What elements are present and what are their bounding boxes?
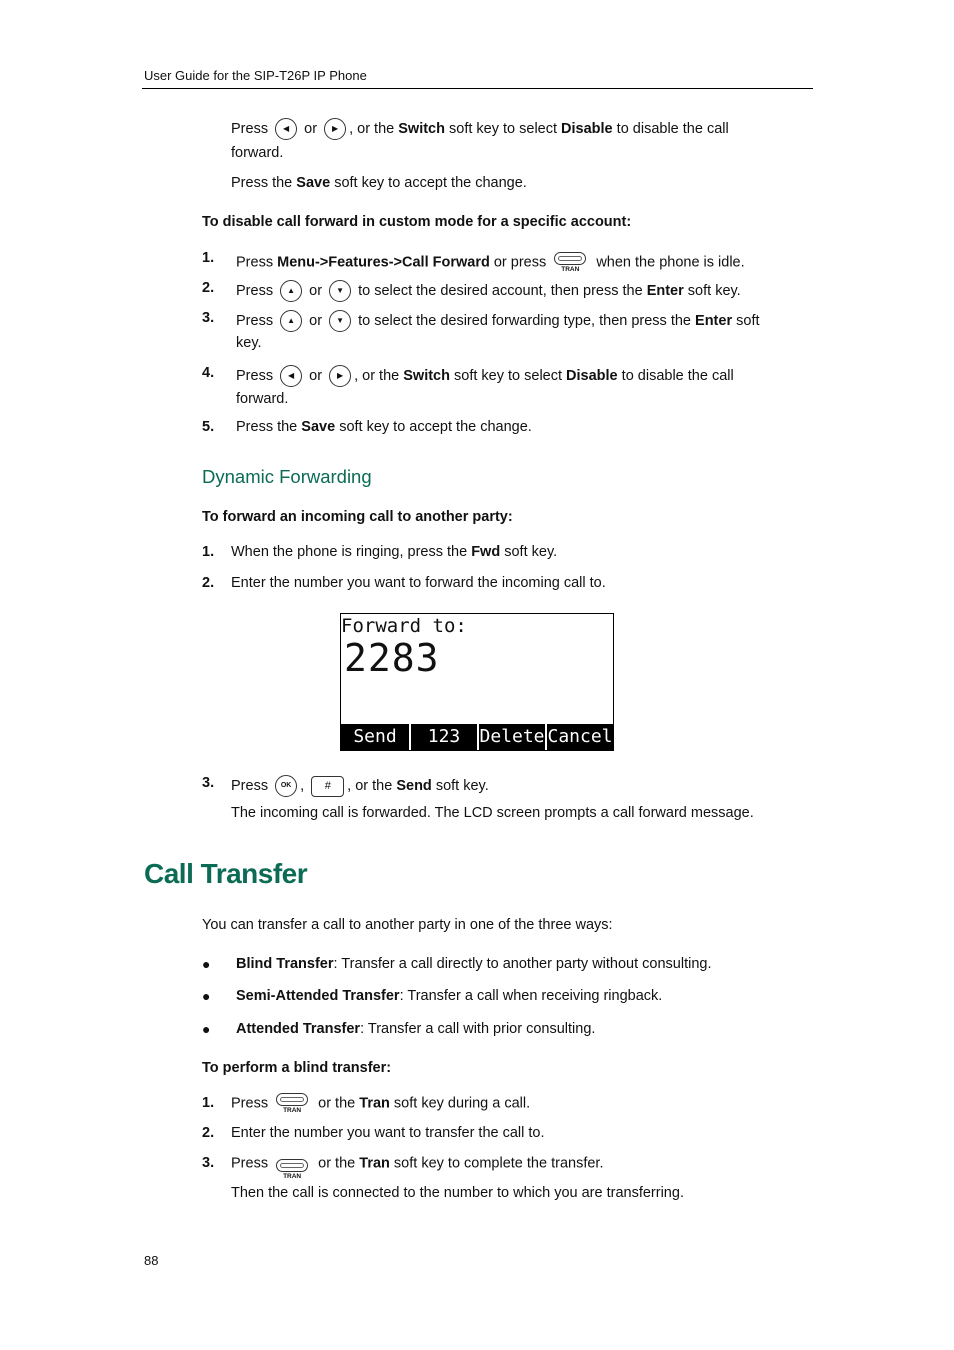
top-line-1-cont: forward.: [231, 145, 284, 161]
page-number: 88: [144, 1253, 159, 1268]
bullet-icon: ●: [202, 988, 211, 1004]
lcd-softkey-delete: Delete: [479, 724, 547, 750]
top-line-1: Press ◀ or ▶ , or the Switch soft key to select Disable to disable the call: [231, 118, 729, 140]
dynamic-step-3: Press OK , # , or the Send soft key.: [231, 775, 489, 797]
bullet-attended-transfer: Attended Transfer: Transfer a call with prior consulting.: [236, 1021, 596, 1037]
lcd-prompt: Forward to:: [341, 615, 467, 637]
running-header: User Guide for the SIP-T26P IP Phone: [144, 68, 367, 83]
lcd-screen: [340, 613, 614, 751]
bullet-icon: ●: [202, 1021, 211, 1037]
custom-step-2: Press ▲ or ▼ to select the desired account, then press the Enter soft key.: [236, 280, 741, 302]
lcd-number: 2283: [344, 636, 440, 680]
custom-step-1: Press Menu->Features->Call Forward or press TRAN when the phone is idle.: [236, 250, 745, 275]
custom-step-4: Press ◀ or ▶ , or the Switch soft key to select Disable to disable the call: [236, 365, 734, 387]
step-number: 5.: [202, 419, 215, 435]
down-arrow-icon: ▼: [329, 280, 351, 302]
down-arrow-icon: ▼: [329, 310, 351, 332]
section-title-dynamic-forwarding: Dynamic Forwarding: [202, 466, 372, 487]
step-number: 1.: [202, 250, 215, 266]
left-arrow-icon: ◀: [275, 118, 297, 140]
step-number: 3.: [202, 310, 215, 326]
hash-key-icon: #: [311, 776, 344, 797]
lcd-softkey-send: Send: [341, 724, 411, 750]
bullet-semi-attended-transfer: Semi-Attended Transfer: Transfer a call when receiving ringback.: [236, 988, 663, 1004]
step-number: 3.: [202, 1155, 215, 1171]
right-arrow-icon: ▶: [329, 365, 351, 387]
ok-key-icon: OK: [275, 775, 297, 797]
blind-step-2: Enter the number you want to transfer the call to.: [231, 1125, 545, 1141]
step-number: 2.: [202, 280, 215, 296]
dynamic-heading: To forward an incoming call to another party:: [202, 509, 513, 525]
lcd-softkey-123: 123: [411, 724, 479, 750]
section-title-call-transfer: Call Transfer: [144, 858, 308, 889]
lcd-softkey-bar: [341, 724, 613, 750]
bullet-icon: ●: [202, 956, 211, 972]
step-number: 3.: [202, 775, 215, 791]
custom-step-3-cont: key.: [236, 335, 262, 351]
top-line-2: Press the Save soft key to accept the change.: [231, 175, 527, 191]
left-arrow-icon: ◀: [280, 365, 302, 387]
blind-step-3-cont: Then the call is connected to the number to which you are transferring.: [231, 1185, 684, 1201]
blind-step-1: Press TRAN or the Tran soft key during a call.: [231, 1091, 530, 1116]
blind-transfer-heading: To perform a blind transfer:: [202, 1060, 392, 1076]
step-number: 2.: [202, 1125, 215, 1141]
dynamic-step-3-cont: The incoming call is forwarded. The LCD screen prompts a call forward message.: [231, 805, 754, 821]
tran-key-icon: TRAN: [554, 250, 588, 275]
step-number: 2.: [202, 575, 215, 591]
custom-step-5: Press the Save soft key to accept the change.: [236, 419, 532, 435]
tran-key-icon: TRAN: [276, 1157, 310, 1182]
custom-step-3: Press ▲ or ▼ to select the desired forwarding type, then press the Enter soft: [236, 310, 760, 332]
step-number: 1.: [202, 1095, 215, 1111]
transfer-intro: You can transfer a call to another party in one of the three ways:: [202, 917, 613, 933]
right-arrow-icon: ▶: [324, 118, 346, 140]
step-number: 4.: [202, 365, 215, 381]
lcd-softkey-cancel: Cancel: [547, 726, 613, 747]
dynamic-step-1: When the phone is ringing, press the Fwd soft key.: [231, 544, 558, 560]
up-arrow-icon: ▲: [280, 310, 302, 332]
tran-key-icon: TRAN: [276, 1091, 310, 1116]
blind-step-3: Press TRAN or the Tran soft key to complete the transfer.: [231, 1155, 604, 1180]
up-arrow-icon: ▲: [280, 280, 302, 302]
custom-step-4-cont: forward.: [236, 391, 289, 407]
dynamic-step-2: Enter the number you want to forward the incoming call to.: [231, 575, 606, 591]
step-number: 1.: [202, 544, 215, 560]
bullet-blind-transfer: Blind Transfer: Transfer a call directly to another party without consulting.: [236, 956, 712, 972]
header-rule: [142, 88, 813, 89]
custom-heading: To disable call forward in custom mode for a specific account:: [202, 214, 632, 230]
